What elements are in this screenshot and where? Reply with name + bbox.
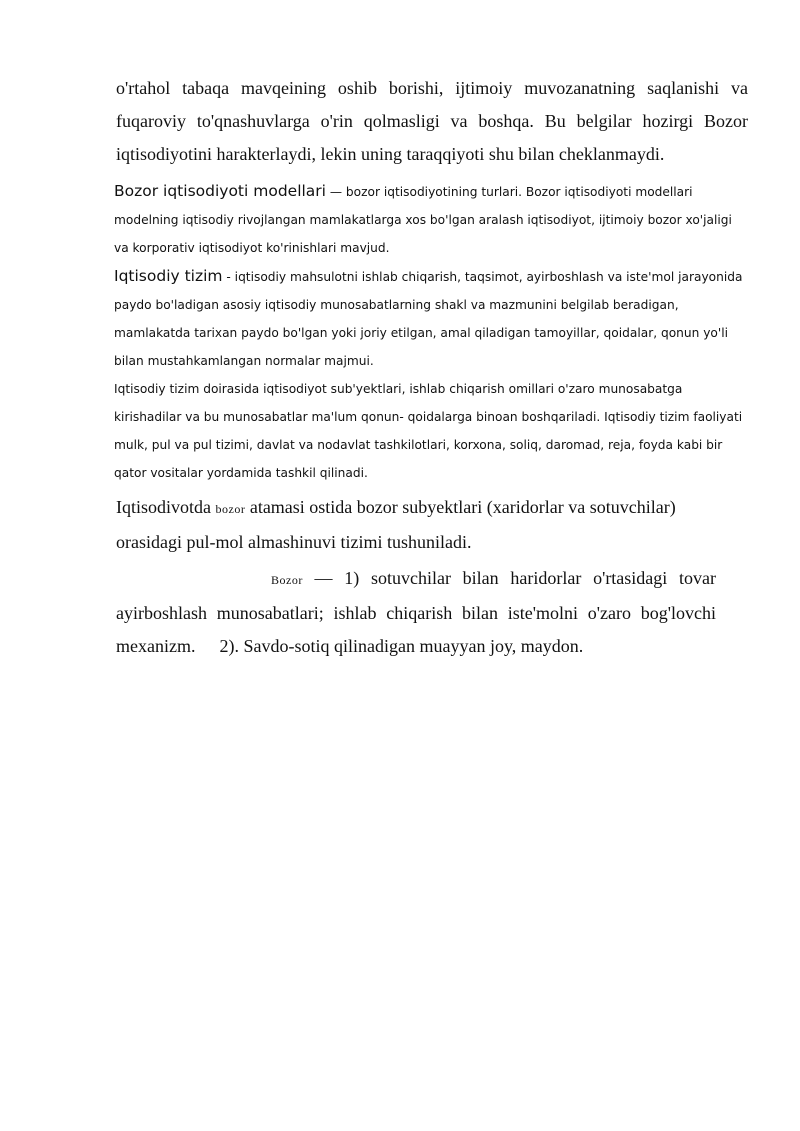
bozor-def-part2: 2). Savdo-sotiq qilinadigan muayyan joy, maydon. <box>219 636 584 656</box>
bozor-def-part1: — 1) sotuvchilar bilan haridorlar o'rtasidagi tovar ayirboshlash munosabatlari; ishlab chiqarish bilan iste'molni o'zaro bog'lovchi mexanizm. <box>116 568 716 656</box>
paragraph-economic-system <box>114 262 748 375</box>
bozor-intro-word: bozor <box>215 502 246 516</box>
definition-economic-system: - iqtisodiy mahsulotni ishlab chiqarish, taqsimot, ayirboshlash va iste'mol jarayonida paydo bo'ladigan asosiy iqtisodiy munosabatlarning shakl va mazmunini belgilab beradigan, mamlakatda tarixan paydo bo'lgan yoki joriy etilgan, amal qiladigan tamoyillar, qoidalar, qonun yo'li bilan mustahkamlangan normalar majmui. <box>114 270 743 368</box>
bozor-intro-after: atamasi ostida bozor subyektlari (xaridorlar va sotuvchilar) orasidagi pul-mol almashinuvi tizimi tushuniladi. <box>116 497 676 552</box>
paragraph-bozor-intro <box>116 491 716 559</box>
term-economic-system: Iqtisodiy tizim <box>114 267 223 285</box>
bozor-def-word: Bozor <box>271 573 303 587</box>
paragraph-bozor-definition <box>116 562 716 663</box>
term-market-models: Bozor iqtisodiyoti modellari <box>114 182 326 200</box>
document-page <box>116 72 748 663</box>
paragraph-economic-system-detail: Iqtisodiy tizim doirasida iqtisodiyot sub'yektlari, ishlab chiqarish omillari o'zaro munosabatga kirishadilar va bu munosabatlar ma'lum qonun- qoidalarga binoan boshqariladi. Iqtisodiy tizim faoliyati mulk, pul va pul tizimi, davlat va nodavlat tashkilotlari, korxona, soliq, daromad, reja, foyda kabi bir qator vositalar yordamida tashkil qilinadi. <box>114 382 743 480</box>
definition-market-models: — bozor iqtisodiyotining turlari. Bozor iqtisodiyoti modellari modelning iqtisodiy rivojlangan mamlakatlarga xos bo'lgan aralash iqtisodiyot, ijtimoiy bozor xo'jaligi va korporativ iqtisodiyot ko'rinishlari mavjud. <box>114 185 732 255</box>
paragraph-middle-class: o'rtahol tabaqa mavqeining oshib borishi, ijtimoiy muvozanatning saqlanishi va fuqaroviy to'qnashuvlarga o'rin qolmasligi va boshqa. Bu belgilar hozirgi Bozor iqtisodiyotini harakterlaydi, lekin uning taraqqiyoti shu bilan cheklanmaydi. <box>116 78 748 164</box>
paragraph-market-models <box>114 177 748 262</box>
bozor-intro-before: Iqtisodivotda <box>116 497 216 517</box>
